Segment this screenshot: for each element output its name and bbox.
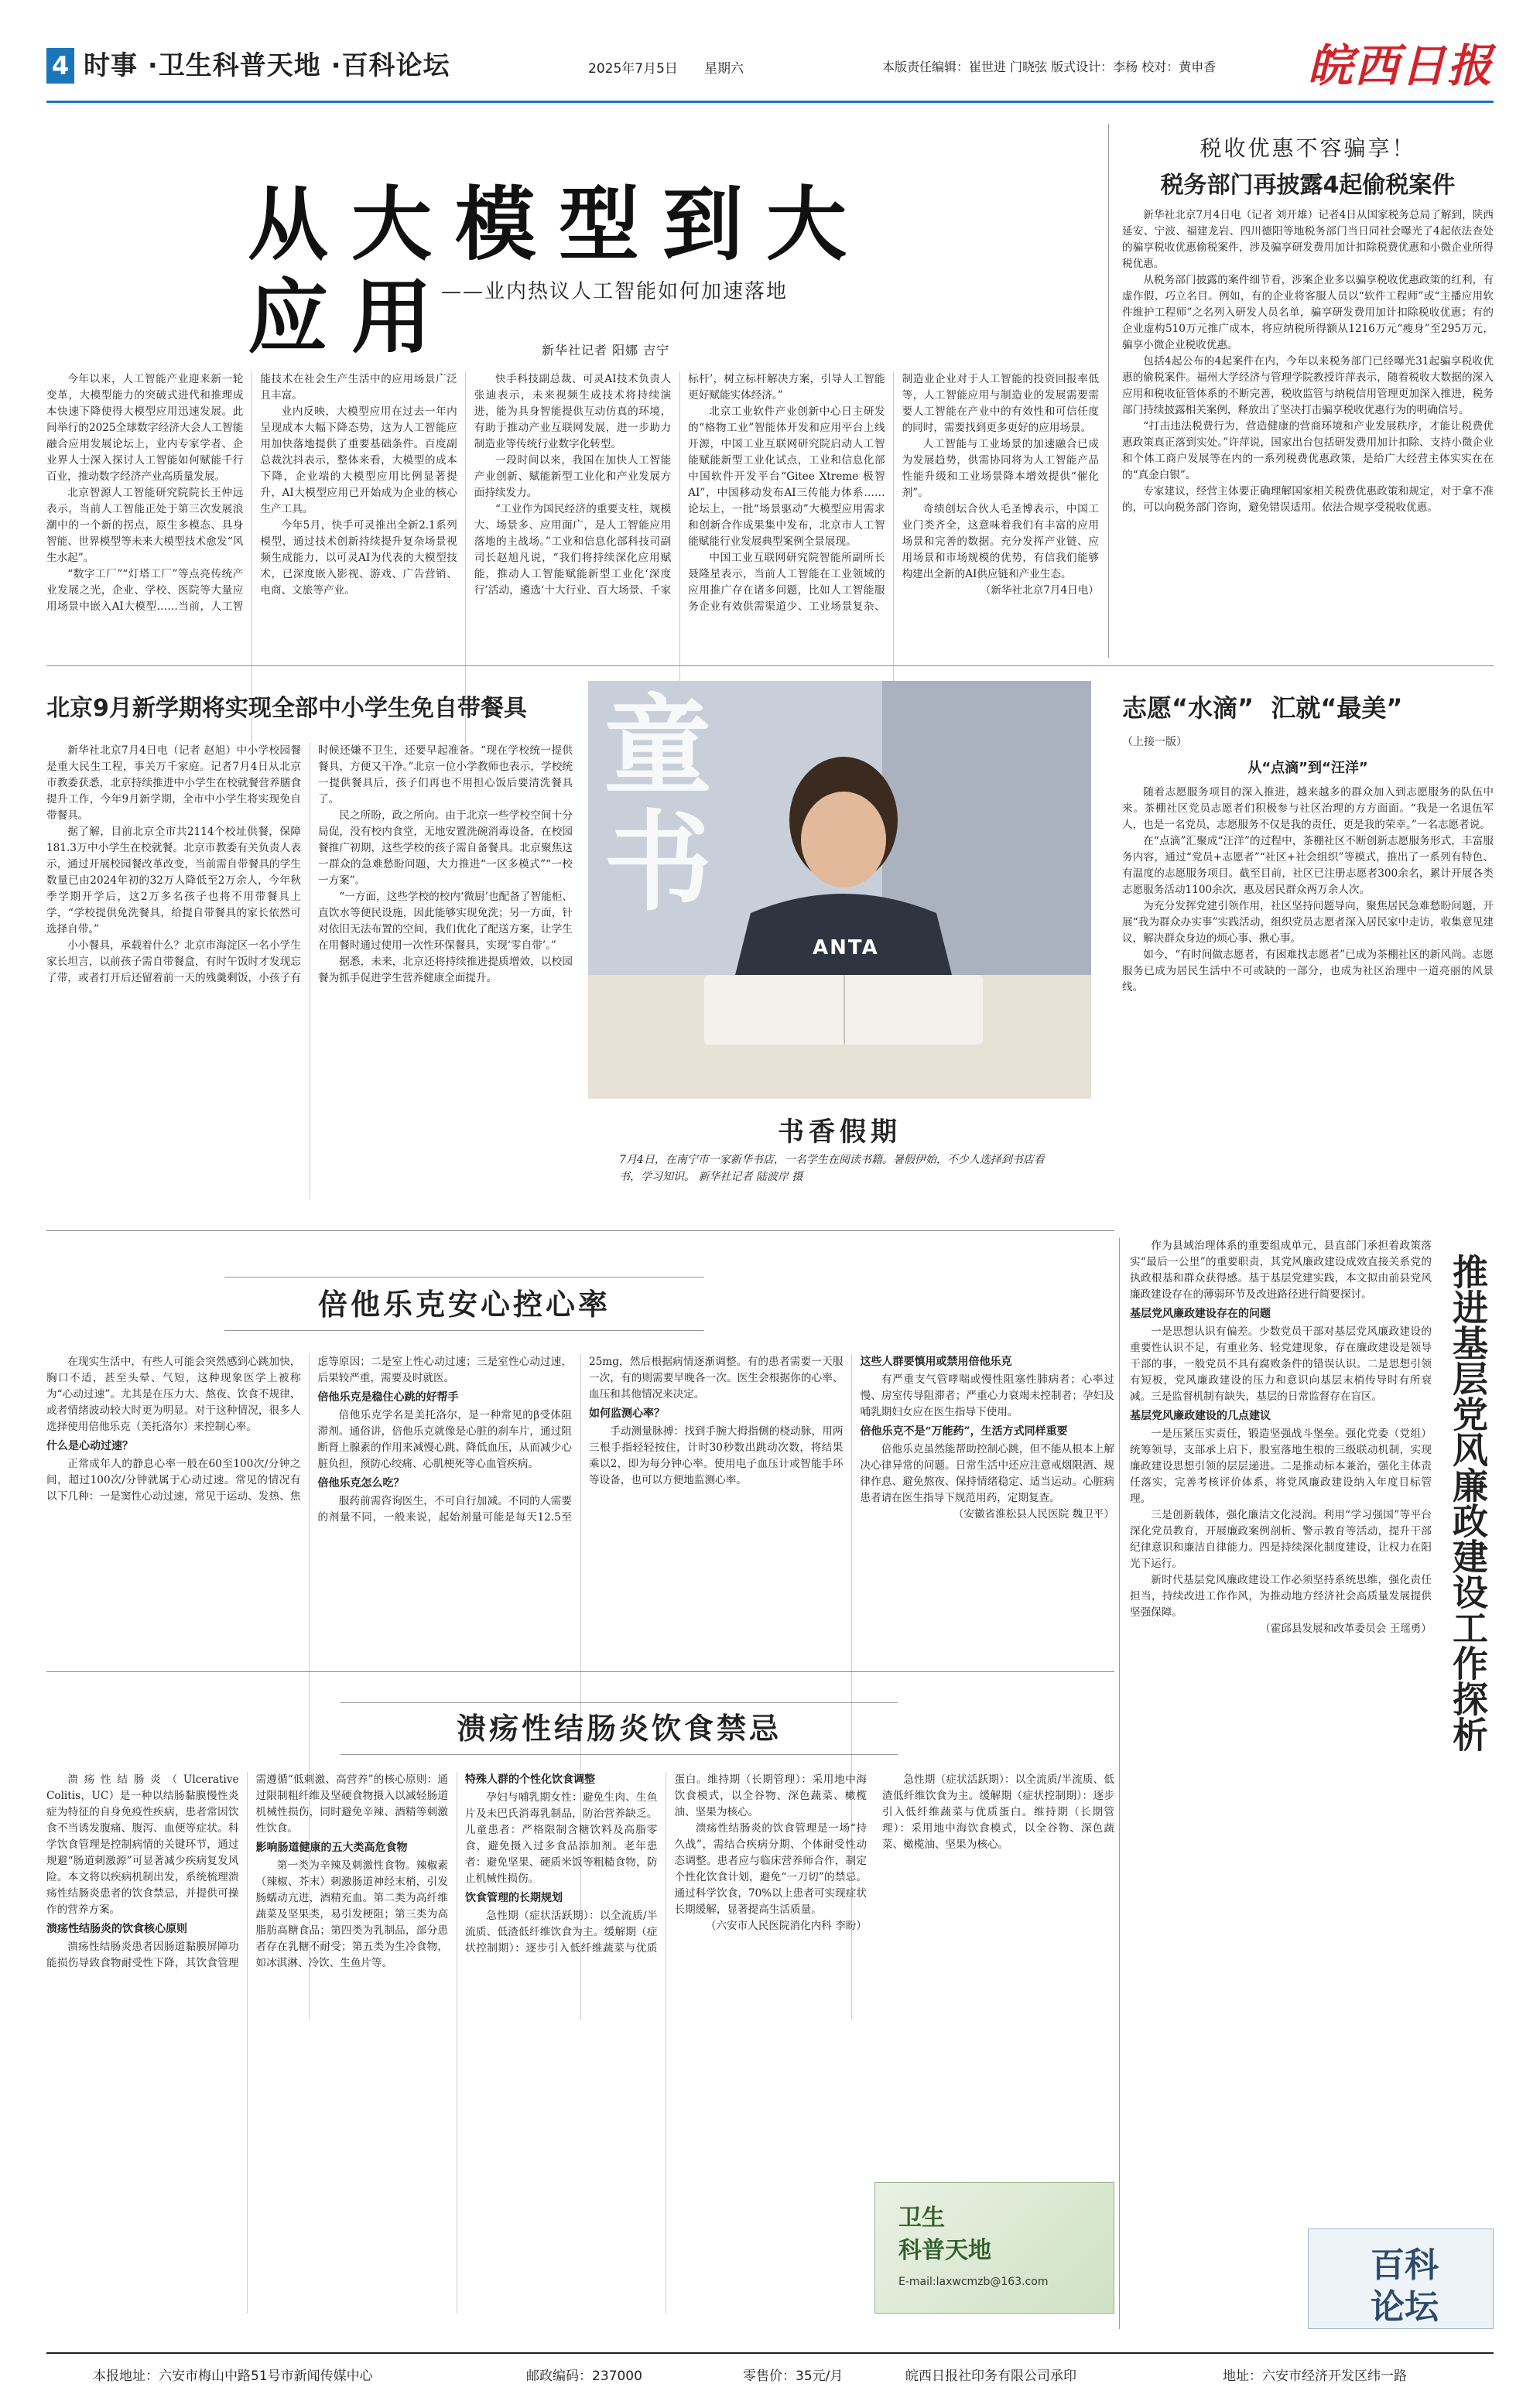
volunteer-article (1122, 689, 1494, 1230)
photo-shirt-text: ANTA (813, 936, 879, 959)
forum-column-box (1308, 2228, 1494, 2329)
column-divider (1108, 124, 1109, 658)
lead-title: 从大模型到大应用 (248, 176, 871, 364)
colitis-title: 溃疡性结肠炎饮食禁忌 (341, 1702, 898, 1755)
issue-weekday: 星期六 (704, 61, 744, 77)
school-meals-title: 北京9月新学期将实现全部中小学生免自带餐具 (46, 695, 527, 722)
photo-image (588, 681, 1091, 1099)
lead-body: 今年以来，人工智能产业迎来新一轮变革，大模型能力的突破式进代和推理成本快速下降使得大模型应用迅速发展。此间举行的2025全球数字经济大会人工智能融合应用发展论坛上，业内专家学者、企业界人士深入探讨人工智能如何赋能千行百业，推动数字经济产业高质量发展。 北京智源人工智能研究院院长王仲远表示，当前人工智能正处于第三次发展浪潮中的一个新的拐点，原生多模态、具身智能、世界模型等未来大模型技术愈发“风生水起”。 “数字工厂”“灯塔工厂”等点亮传统产业发展之光，企业、学校、医院等大量应用场景中嵌入AI大模型……当前，人工智能技术在社会生产生活中的应用场景广泛且丰富。 业内反映，大模型应用在过去一年内呈现成本大幅下降态势，这为人工智能应用加快落地提供了重要基础条件。百度副总裁沈抖表示，整体来看，大模型的成本下降，企业端的大模型应用比例显著提升，AI大模型应用已开始成为企业的核心生产工具。 今年5月，快手可灵推出全新2.1系列模型，通过技术创新持续提升复杂场景视频生成能力，以可灵AI为代表的大模型技术，已深度嵌入影视、游戏、广告营销、电商、文旅等产业。 快手科技副总裁、可灵AI技术负责人张迪表示，未来视频生成技术将持续演进，能为具身智能提供互动仿真的环境，有助于推动产业互联网发展，进一步助力制造业等传统行业数字化转型。 一段时间以来，我国在加快人工智能产业创新、赋能新型工业化和产业发展方面持续发力。 “工业作为国民经济的重要支柱，规模大、场景多、应用面广，是人工智能应用落地的主战场。”工业和信息化部科技司副司长赵旭凡说，“我们将持续深化应用赋能，推动人工智能赋能新型工业化‘深度行’活动，遴选‘十大行业、百大场景、千家标杆’，树立标杆解决方案，引导人工智能更好赋能实体经济。” 北京工业软件产业创新中心日主研发的“格物工业”智能体开发和应用平台上线开源，中国工业互联网研究院启动人工智能赋能新型工业化试点，工业和信息化部中国软件开发平台“Gitee Xtreme 极智AI”，中国移动发布AI三传能力体系……论坛上，一批“场景驱动”大模型应用需求和创新合作成果集中发布，北京市人工智能赋能行业发展典型案例全景展现。 中国工业互联网研究院智能所副所长聂隆星表示，当前人工智能在工业领域的应用推广存在诸多问题，比如人工智能服务企业有效供需渠道少、工业场景复杂、制造业企业对于人工智能的投资回报率低等，人工智能应用与制造业的发展需要需要人工智能在产业中的有效性和可信任度的同时，需要找到更多更好的应用场景。 人工智能与工业场景的加速融合已成为发展趋势，供需协同将为人工智能产品性能升级和工业场景降本增效提供“催化剂”。 奇绩创坛合伙人毛圣博表示，中国工业门类齐全，这意味着我们有丰富的应用场景和完善的数据。充分发挥产业链、应用场景和市场规模的优势，有信我们能够构建出全新的AI供应链和产业生态。 （新华社北京7月4日电） (46, 373, 1099, 613)
colitis-body: 溃疡性结肠炎（Ulcerative Colitis，UC）是一种以结肠黏膜慢性炎症为特征的自身免疫性疾病，患者常因饮食不当诱发腹痛、腹泻、血便等症状。科学饮食管理是控制病情的关键环节，通过规避“肠道刺激源”可显著减少疾病复发风险。本文将以疾病机制出发，系统梳理溃疡性结肠炎患者的饮食禁忌，并提供可操作的营养方案。 溃疡性结肠炎的饮食核心原则 溃疡性结肠炎患者因肠道黏膜屏障功能损伤导致食物耐受性下降，其饮食管理需遵循“低刺激、高营养”的核心原则：通过限制粗纤维及坚硬食物摄入以减轻肠道机械性损伤，同时避免辛辣、酒精等刺激性饮食。 影响肠道健康的五大类高危食物 第一类为辛辣及刺激性食物。辣椒素（辣椒、芥末）刺激肠道神经末梢，引发肠蠕动亢进，酒精充血。第二类为高纤维蔬菜及坚果类，易引发梗阻；第三类为高脂肪高糖食品；第四类为乳制品，部分患者存在乳糖不耐受；第五类为生冷食物，如冰淇淋、冷饮、生鱼片等。 特殊人群的个性化饮食调整 孕妇与哺乳期女性：避免生肉、生鱼片及未巴氏消毒乳制品，防治营养缺乏。儿童患者：严格限制含糖饮料及高脂零食，避免摄入过多食品添加剂。老年患者：避免坚果、硬质米饭等粗糙食物，防止机械性损伤。 饮食管理的长期规划 急性期（症状活跃期）：以全流质/半流质、低渣低纤维饮食为主。缓解期（症状控制期）：逐步引入低纤维蔬菜与优质蛋白。维持期（长期管理）：采用地中海饮食模式，以全谷物、深色蔬菜、橄榄油、坚果为核心。 溃疡性结肠炎的饮食管理是一场“持久战”，需结合疾病分期、个体耐受性动态调整。患者应与临床营养师合作，制定个性化饮食计划，避免“一刀切”的禁忌。通过科学饮食，70%以上患者可实现症状长期缓解，显著提高生活质量。 （六安市人民医院消化内科 李盼） (46, 1774, 867, 1969)
tax-kicker: 税收优惠不容骗享！ (1199, 135, 1416, 161)
section-rule (46, 1230, 1114, 1231)
section-rule (46, 665, 1494, 666)
heart-rate-body: 在现实生活中，有些人可能会突然感到心跳加快，胸口不适，甚至头晕、气短，这种现象医学上被称为“心动过速”。尤其是在压力大、熬夜、饮食不规律、或者情绪波动较大时更为明显。对于这种情况，很多人选择使用倍他乐克（美托洛尔）来控制心率。 什么是心动过速？ 正常成年人的静息心率一般在60至100次/分钟之间，超过100次/分钟就属于心动过速。常见的情况有以下几种：一是窦性心动过速，常见于运动、发热、焦虑等原因；二是室上性心动过速；三是室性心动过速，后果较严重，需要及时就医。 倍他乐克是稳住心跳的好帮手 倍他乐克学名是美托洛尔，是一种常见的β受体阻滞剂。通俗讲，倍他乐克就像是心脏的刹车片，通过阻断肾上腺素的作用来减慢心跳、降低血压，从而减少心脏负担，预防心绞痛、心肌梗死等心血管疾病。 倍他乐克怎么吃？ 服药前需咨询医生，不可自行加减。不同的人需要的剂量不同，一般来说，起始剂量可能是每天12.5至25mg，然后根据病情逐渐调整。有的患者需要一天服一次，有的则需要早晚各一次。医生会根据你的心率、血压和其他情况来决定。 如何监测心率？ 手动测量脉搏：找到手腕大拇指侧的桡动脉，用两三根手指轻轻按住，计时30秒数出跳动次数，将结果乘以2，即为每分钟心率。使用电子血压计或智能手环等设备，也可以方便地监测心率。 这些人群要慎用或禁用倍他乐克 有严重支气管哮喘或慢性阻塞性肺病者；心率过慢、房室传导阻滞者；严重心力衰竭未控制者；孕妇及哺乳期妇女应在医生指导下使用。 倍他乐克不是“万能药”，生活方式同样重要 倍他乐克虽然能帮助控制心跳，但不能从根本上解决心律异常的问题。日常生活中还应注意戒烟限酒、规律作息、避免熬夜、保持情绪稳定、适当运动。心脏病患者请在医生指导下规范用药，定期复查。 （安徽省淮松县人民医院 魏卫平） (46, 1356, 1114, 1524)
lead-byline: 新华社记者 阳娜 吉宁 (542, 343, 670, 357)
footer-printer-address: 地址：六安市经济开发区纬一路 (1223, 2369, 1407, 2384)
volunteer-continuation: （上接一版） (1122, 736, 1187, 748)
masthead-logo: 皖西日报 (1308, 39, 1494, 92)
forum-box-line1: 百科 (1371, 2246, 1439, 2285)
heart-rate-title-box (224, 1277, 704, 1331)
footer-rule (46, 2352, 1494, 2354)
photo-title: 书香假期 (778, 1117, 902, 1148)
school-meals-body: 新华社北京7月4日电（记者 赵旭）中小学校园餐是重大民生工程，事关万千家庭。记者7月4日从北京市教委获悉，北京持续推进中小学生在校就餐营养膳食提升工作，今年9月新学期，全市中小学生将实现免自带餐具。 据了解，目前北京全市共2114个校址供餐，保障181.3万中小学生在校就餐。北京市教委有关负责人表示，通过开展校园餐改革改变，当前需自带餐具的学生数量已由2024年初的32万人降低至2万余人，今年秋季学期开学后，这2万多名孩子也将不用带餐具上学，“学校提供免洗餐具，给提自带餐具的家长依然可选择自带。” 小小餐具，承载着什么？北京市海淀区一名小学生家长坦言，以前孩子需自带餐盒，有时午饭时才发现忘了带，或者打开后还留着前一天的残羹剩饭，小孩子有时候还嫌不卫生，还要早起准备。“现在学校统一提供餐具，方便又干净。”北京一位小学教师也表示，学校统一提供餐具后，孩子们再也不用担心饭后要清洗餐具了。 民之所盼，政之所向。由于北京一些学校空间十分局促，没有校内食堂，无地安置洗碗消毒设备，在校园餐推广初期，这些学校的孩子需自备餐具。北京聚焦这一群众的急难愁盼问题，大力推进“一区多模式”“一校一方案”。 “一方面，这些学校的校内‘微厨’也配备了智能柜、直饮水等便民设施，因此能够实现免洗；另一方面，针对依旧无法布置的空间，我们优化了配送方案，让学生在用餐时通过使用一次性环保餐具，实现‘零自带’。” 据悉，未来，北京还将持续推进提质增效，以校园餐为抓手促进学生营养健康全面提升。 (46, 744, 573, 984)
health-box-line2: 科普天地 (898, 2237, 991, 2264)
section-rule (46, 1671, 1114, 1672)
photo-overlay-text: 童书 (604, 683, 713, 926)
volunteer-title: 志愿“水滴” 汇就“最美” (1122, 693, 1403, 723)
footer-printer: 皖西日报社印务有限公司承印 (905, 2369, 1076, 2384)
health-box-line1: 卫生 (898, 2204, 945, 2232)
lead-subtitle: ——业内热议人工智能如何加速落地 (441, 280, 789, 303)
footer-address: 本报地址：六安市梅山中路51号市新闻传媒中心 (93, 2369, 373, 2384)
photo-feature (588, 681, 1091, 1207)
colitis-body-right: 急性期（症状活跃期）：以全流质/半流质、低渣低纤维饮食为主。缓解期（症状控制期）：逐步引入低纤维蔬菜与优质蛋白。维持期（长期管理）：采用地中海饮食模式，以全谷物、深色蔬菜、橄榄油、坚果为核心。 (882, 1774, 1114, 1851)
tax-article (1122, 124, 1494, 658)
tax-title: 税务部门再披露4起偷税案件 (1160, 172, 1456, 199)
volunteer-subtitle: 从“点滴”到“汪洋” (1247, 760, 1368, 776)
column-divider (1119, 1238, 1120, 2329)
colitis-article (46, 1687, 1114, 2321)
page-number: 4 (46, 48, 74, 84)
header-rule (46, 101, 1494, 103)
health-column-box (874, 2182, 1114, 2314)
footer-postcode: 邮政编码：237000 (526, 2369, 642, 2384)
editorial-article (1130, 1238, 1494, 2337)
section-title: 时事 ·卫生科普天地 ·百科论坛 (84, 50, 450, 81)
tax-body: 新华社北京7月4日电（记者 刘开雄）记者4日从国家税务总局了解到，陕西延安、宁波、福建龙岩、四川德阳等地税务部门当日同社会曝光了4起依法查处的骗享税收优惠偷税案件，涉及骗享研发费用加计扣除税费优惠和小微企业所得税优惠。 从税务部门披露的案件细节看，涉案企业多以骗享税收优惠政策的红利，有虚作假、巧立名目。例如，有的企业将客服人员以“软件工程师”或“主播应用软件维护工程师”之名列入研发人员名单，骗享研发费用加计扣除税收优惠；有的企业虚构510万元推广成本，将应纳税所得额从1216万元“瘦身”至295万元，骗享小微企业税收优惠。 包括4起公布的4起案件在内，今年以来税务部门已经曝光31起骗享税收优惠的偷税案件。福州大学经济与管理学院教授许萍表示，随着税收大数据的深入应用和税收征管体系的不断完善，税收监管与纳税信用管理更加深入推进，税务部门持续披露相关案例，释放出了坚决打击骗享税收优惠行为的明确信号。 “打击违法税费行为，营造健康的营商环境和产业发展秩序，才能让税费优惠政策真正落到实处。”许萍说，国家出台包括研发费用加计扣除、支持小微企业和个体工商户发展等在内的一系列税费优惠政策，是给广大经营主体实实在在的“真金白银”。 专家建议，经营主体要正确理解国家相关税费优惠政策和规定，对于拿不准的，可以向税务部门咨询，避免错误适用。依法合规享受税收优惠。 (1122, 209, 1494, 514)
photo-caption: 7月4日，在南宁市一家新华书店，一名学生在阅读书籍。暑假伊始，不少人选择到书店看书，学习知识。 新华社记者 陆波岸 摄 (619, 1154, 1045, 1183)
forum-box-line2: 论坛 (1371, 2287, 1439, 2327)
page-footer (46, 2360, 1494, 2391)
health-box-email: E-mail:laxwcmzb@163.com (898, 2276, 1049, 2288)
footer-price: 零售价：35元/月 (743, 2369, 844, 2384)
editorial-body: 作为县域治理体系的重要组成单元，县直部门承担着政策落实“最后一公里”的重要职责，其党风廉政建设成效直接关系党的执政根基和群众获得感。基于基层党建实践，本文拟由前县党风廉政建设存在的薄弱环节及改进路径进行简要探讨。 基层党风廉政建设存在的问题 一是思想认识有偏差。少数党员干部对基层党风廉政建设的重要性认识不足，有重业务、轻党建现象，存在廉政建设是领导干部的事，一般党员不具有腐败条件的错误认识。二是思想引领有短板，党风廉政建设的压力和意识向基层末梢传导时有所衰减。三是监督机制有缺失，基层的日常监督存在盲区。 基层党风廉政建设的几点建议 一是压紧压实责任，锻造坚强战斗堡垒。强化党委（党组）统筹领导，支部承上启下，股室落地生根的三级联动机制，实现廉政建设思想引领的层层递进。二是推动标本兼治，强化主体责任落实，完善考核评价体系，将党风廉政建设纳入年度目标管理。 三是创新载体，强化廉洁文化浸润。利用“学习强国”等平台深化党员教育，开展廉政案例剖析、警示教育等活动，提升干部纪律意识和廉洁自律能力。四是持续深化制度建设，让权力在阳光下运行。 新时代基层党风廉政建设工作必须坚持系统思维，强化责任担当，持续改进工作作风，为推动地方经济社会高质量发展提供坚强保障。 （霍邱县发展和改革委员会 王瑶勇） (1130, 1240, 1432, 1635)
lead-article (46, 176, 1099, 613)
heart-rate-title: 倍他乐克安心控心率 (317, 1287, 611, 1322)
issue-date: 2025年7月5日 (588, 61, 678, 77)
volunteer-body: 随着志愿服务项目的深入推进，越来越多的群众加入到志愿服务的队伍中来。茶棚社区党员志愿者们积极参与社区治理的方方面面。“我是一名退伍军人，也是一名党员，志愿服务不仅是我的责任，更是我的荣幸。”一名志愿者说。 在“点滴”汇聚成“汪洋”的过程中，茶棚社区不断创新志愿服务形式，丰富服务内容，通过“党员+志愿者”“社区+社会组织”等模式，推出了一系列有特色、有温度的志愿服务项目。截至目前，社区已注册志愿者300余名，累计开展各类志愿服务活动1100余次，惠及居民群众两万余人次。 为充分发挥党建引领作用，社区坚持问题导向，聚焦居民急难愁盼问题，开展“我为群众办实事”实践活动，组织党员志愿者深入居民家中走访，收集意见建议，解决群众身边的烦心事、揪心事。 如今，“有时间做志愿者，有困难找志愿者”已成为茶棚社区的新风尚。志愿服务已成为居民生活中不可或缺的一部分，也成为社区治理中一道亮丽的风景线。 (1122, 786, 1494, 994)
page-header (46, 39, 1494, 97)
editor-credits: 本版责任编辑：崔世进 门晓弦 版式设计：李杨 校对：黄申香 (882, 60, 1217, 74)
editorial-title: 推进基层党风廉政建设工作探析 (1447, 1254, 1489, 1752)
school-meals-article (46, 689, 573, 1199)
